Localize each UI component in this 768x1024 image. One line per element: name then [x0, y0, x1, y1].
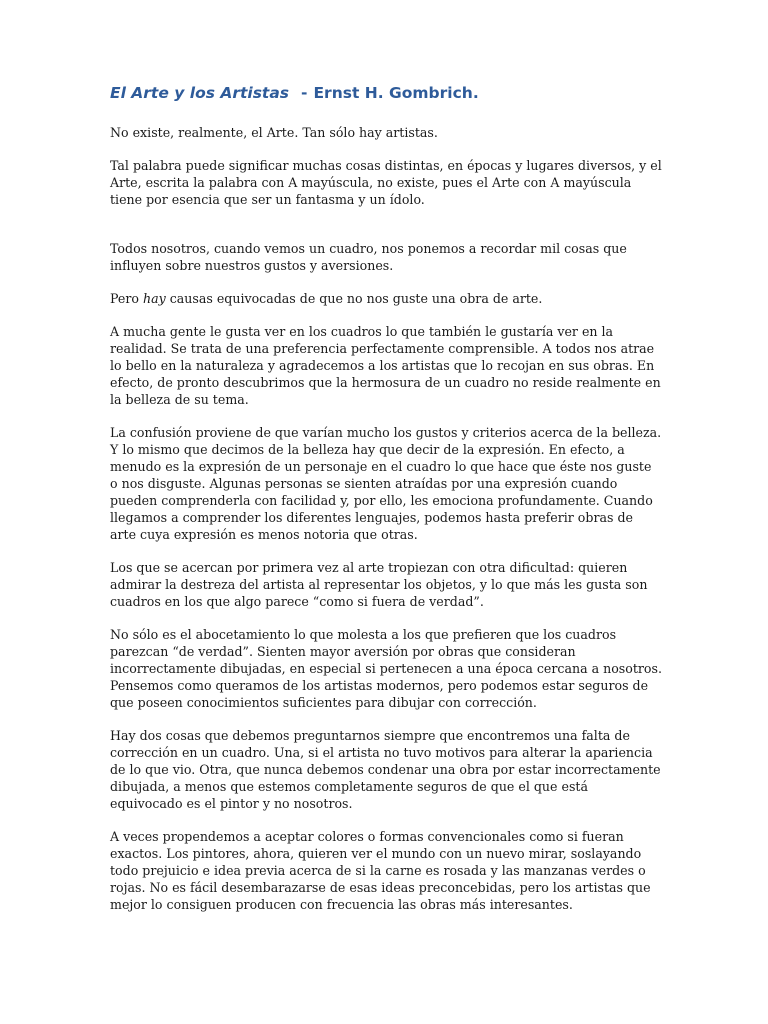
document-title — [110, 84, 662, 102]
paragraph-2: Tal palabra puede significar muchas cosas distintas, en épocas y lugares diversos, y el Arte, escrita la palabra con A mayúscula, no existe, pues el Arte con A mayúscula tiene por esencia que ser un fantasma y un ídolo. — [110, 158, 662, 207]
paragraph-8: No sólo es el abocetamiento lo que molesta a los que prefieren que los cuadros parezcan “de verdad”. Sienten mayor aversión por obras que consideran incorrectamente dibujadas, en especial si pertenecen a una época cercana a nosotros. Pensemos como queramos de los artistas modernos, pero podemos estar seguros de que poseen conocimientos suficientes para dibujar con corrección. — [110, 627, 662, 710]
document-page — [110, 84, 662, 929]
paragraph-5: A mucha gente le gusta ver en los cuadros lo que también le gustaría ver en la realidad. Se trata de una preferencia perfectamente comprensible. A todos nos atrae lo bello en la naturaleza y agradecemos a los artistas que lo recojan en sus obras. En efecto, de pronto descubrimos que la hermosura de un cuadro no reside realmente en la belleza de su tema. — [110, 324, 661, 407]
paragraph-3: Todos nosotros, cuando vemos un cuadro, nos ponemos a recordar mil cosas que influyen sobre nuestros gustos y aversiones. — [110, 241, 627, 273]
paragraph-4 — [110, 290, 662, 307]
paragraph-7: Los que se acercan por primera vez al arte tropiezan con otra dificultad: quieren admirar la destreza del artista al representar los objetos, y lo que más les gusta son cuadros en los que algo parece “como si fuera de verdad”. — [110, 560, 648, 609]
paragraph-4-emphasis: hay — [142, 291, 166, 306]
paragraph-9: Hay dos cosas que debemos preguntarnos siempre que encontremos una falta de corrección en un cuadro. Una, si el artista no tuvo motivos para alterar la apariencia de lo que vio. Otra, que nunca debemos condenar una obra por estar incorrectamente dibujada, a menos que estemos completamente seguros de que el que está equivocado es el pintor y no nosotros. — [110, 728, 661, 811]
paragraph-1: No existe, realmente, el Arte. Tan sólo hay artistas. — [110, 125, 438, 140]
title-separator: - — [301, 84, 308, 102]
title-main: El Arte y los Artistas — [110, 84, 290, 102]
paragraph-4-before: Pero — [110, 291, 143, 306]
paragraph-10: A veces propendemos a aceptar colores o formas convencionales como si fueran exactos. Los pintores, ahora, quieren ver el mundo con un nuevo mirar, soslayando todo prejuicio e idea previa acerca de si la carne es rosada y las manzanas verdes o rojas. No es fácil desembarazarse de esas ideas preconcebidas, pero los artistas que mejor lo consiguen producen con frecuencia las obras más interesantes. — [110, 829, 651, 912]
paragraph-4-after: causas equivocadas de que no nos guste una obra de arte. — [165, 291, 543, 306]
paragraph-6: La confusión proviene de que varían mucho los gustos y criterios acerca de la belleza. Y lo mismo que decimos de la belleza hay que decir de la expresión. En efecto, a menudo es la expresión de un personaje en el cuadro lo que hace que éste nos guste o nos disguste. Algunas personas se sienten atraídas por una expresión cuando pueden comprenderla con facilidad y, por ello, les emociona profundamente. Cuando llegamos a comprender los diferentes lenguajes, podemos hasta preferir obras de arte cuya expresión es menos notoria que otras. — [110, 425, 662, 542]
title-author: Ernst H. Gombrich. — [313, 84, 479, 102]
